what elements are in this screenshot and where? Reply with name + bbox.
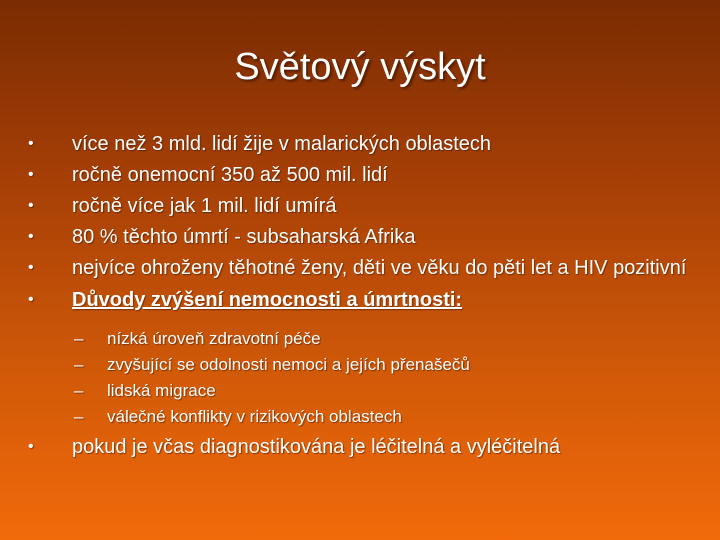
reason-item [72, 379, 698, 402]
bullet-marker: • [28, 228, 34, 245]
reasons-bullet [28, 287, 698, 428]
bullet-marker: • [28, 197, 34, 214]
dash-marker: – [74, 355, 84, 374]
bullet-text: ročně onemocní 350 až 500 mil. lidí [72, 164, 388, 186]
bullet-text: nejvíce ohroženy těhotné ženy, děti ve věku do pěti let a HIV pozitivní [72, 257, 687, 279]
reasons-heading: Důvody zvýšení nemocnosti a úmrtnosti: [72, 289, 463, 311]
bullet-item [28, 193, 698, 219]
final-bullet [28, 434, 698, 460]
bullet-text: více než 3 mld. lidí žije v malarických oblastech [72, 133, 492, 155]
reason-item [72, 405, 698, 428]
bullet-text: ročně více jak 1 mil. lidí umírá [72, 195, 337, 217]
bullet-marker: • [28, 166, 34, 183]
reason-text: válečné konflikty v rizikových oblastech [107, 407, 402, 426]
bullet-list [28, 131, 698, 465]
bullet-marker: • [28, 438, 34, 455]
dash-marker: – [74, 381, 84, 400]
reason-item [72, 327, 698, 350]
bullet-item [28, 255, 698, 281]
bullet-item [28, 162, 698, 188]
slide-title: Světový výskyt [234, 46, 486, 88]
reason-text: lidská migrace [107, 381, 216, 400]
reason-item [72, 353, 698, 376]
bullet-marker: • [28, 135, 34, 152]
reasons-list [72, 327, 698, 428]
dash-marker: – [74, 407, 84, 426]
bullet-item [28, 131, 698, 157]
bullet-text: 80 % těchto úmrtí - subsaharská Afrika [72, 226, 416, 248]
bullet-text: pokud je včas diagnostikována je léčitelná a vyléčitelná [72, 436, 561, 458]
reason-text: zvyšující se odolnosti nemoci a jejích přenašečů [107, 355, 470, 374]
dash-marker: – [74, 329, 84, 348]
bullet-item [28, 224, 698, 250]
bullet-marker: • [28, 291, 34, 308]
bullet-marker: • [28, 259, 34, 276]
reason-text: nízká úroveň zdravotní péče [107, 329, 321, 348]
